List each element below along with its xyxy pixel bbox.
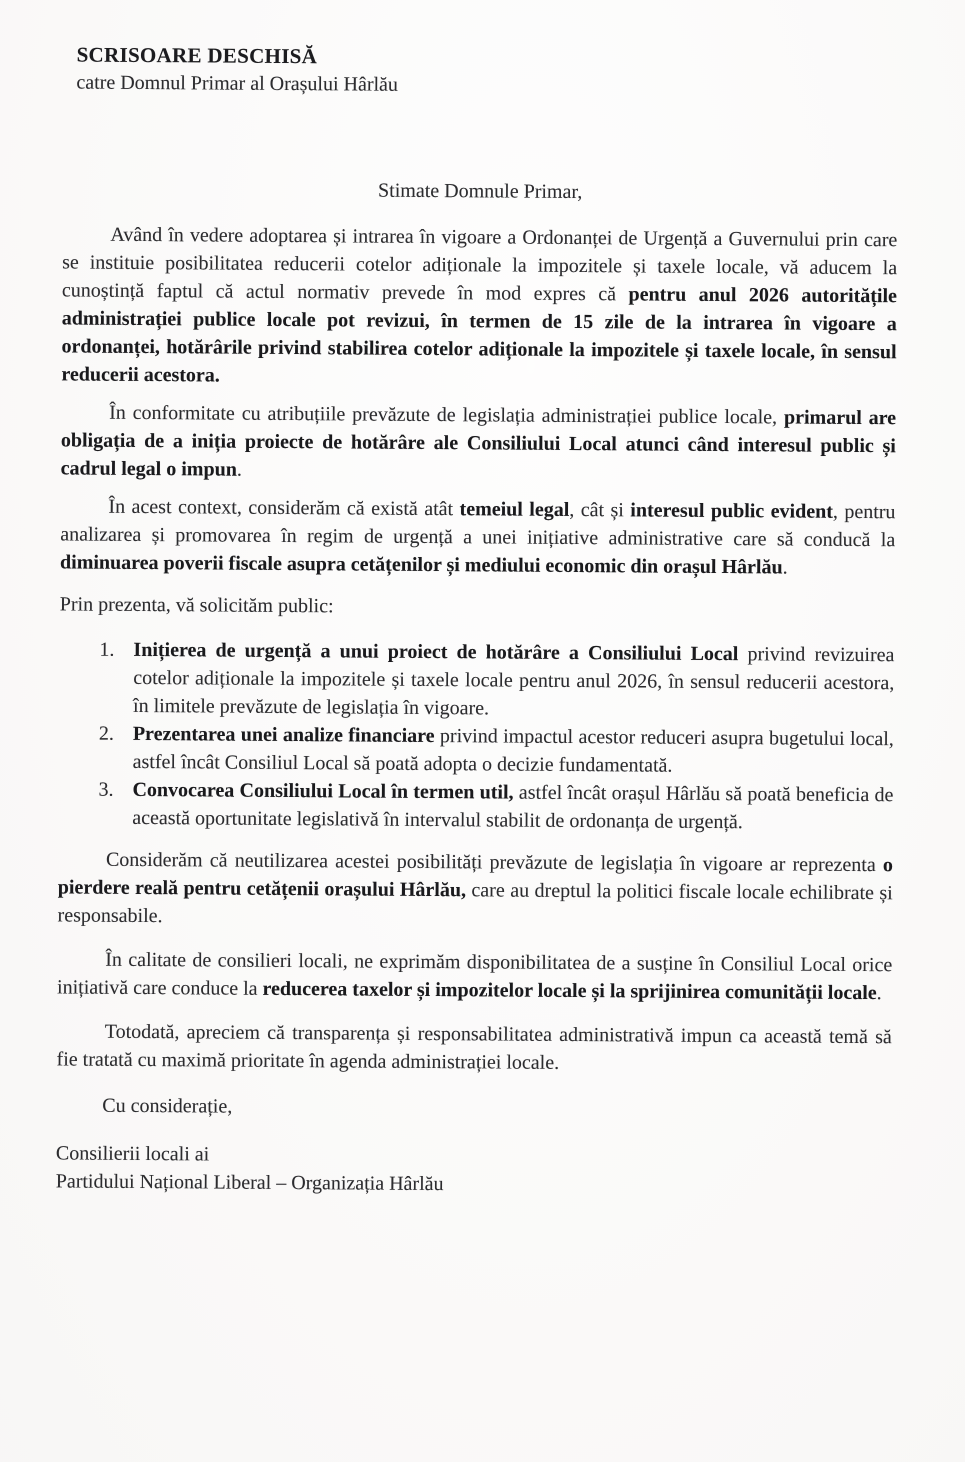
paragraph-3-text-2: , cât și xyxy=(569,498,631,522)
list-item-1 xyxy=(59,635,895,725)
paragraph-3 xyxy=(60,492,896,582)
paragraph-3-text-1: În acest context, considerăm că există atât xyxy=(108,495,460,521)
paragraph-5 xyxy=(57,945,892,1007)
request-list xyxy=(58,635,894,837)
list-item-3 xyxy=(58,775,893,837)
paragraph-5-bold: reducerea taxelor și impozitelor locale și la sprijinirea comunității locale xyxy=(262,977,877,1005)
salutation: Stimate Domnule Primar, xyxy=(378,179,583,204)
paragraph-6-text: Totodată, apreciem că transparența și responsabilitatea administrativă impun ca această temă să fie tratată cu maximă prioritate în agenda administrației locale. xyxy=(56,1020,892,1074)
paragraph-2-text: În conformitate cu atribuțiile prevăzute de legislația administrației publice locale, xyxy=(109,401,785,429)
paragraph-2 xyxy=(61,398,897,488)
paragraph-5-text-1: În calitate de consilieri locali, ne exprimăm disponibilitatea de a susține în Consiliul Local orice inițiativă care conduce la xyxy=(57,948,893,1000)
paragraph-2-end: . xyxy=(236,458,242,481)
list-item-1-number: 1. xyxy=(99,638,115,661)
paragraph-4-bold: o pierdere reală pentru cetățenii orașului Hârlău, xyxy=(57,854,894,902)
letter-title: SCRISOARE DESCHISĂ xyxy=(76,42,318,69)
paragraph-5-end: . xyxy=(876,982,882,1005)
paragraph-3-end: . xyxy=(782,556,788,579)
closing: Cu considerație, xyxy=(102,1094,233,1118)
paragraph-1-bold: pentru anul 2026 autoritățile administrației publice locale pot revizui, în termen de 15 zile de la intrarea în vigoare a ordonanței, hotărârile privind stabilirea cotelor adiționale la impozitele și taxele locale, în sensul reducerii acestora. xyxy=(61,283,898,387)
paragraph-1-text: Având în vedere adoptarea și intrarea în vigoare a Ordonanței de Urgență a Guvernului prin care se instituie posibilitatea reducerii cotelor adiționale la impozitele și taxele locale, vă aducem la cunoștință faptul că actul normativ prevede în mod expres că xyxy=(61,223,898,306)
paragraph-3-bold-2: interesul public evident xyxy=(630,499,833,523)
paragraph-4 xyxy=(58,845,894,935)
paragraph-3-bold-3: diminuarea poverii fiscale asupra cetățenilor și mediului economic din orașul Hârlău xyxy=(59,551,783,579)
paragraph-4-text-2: care au dreptul la politici fiscale locale echilibrate și responsabile. xyxy=(57,879,893,928)
list-item-2-number: 2. xyxy=(98,722,114,745)
paragraph-3-bold-1: temeiul legal xyxy=(459,498,570,521)
list-item-3-rest: astfel încât orașul Hârlău să poată beneficia de această oportunitate legislativă în intervalul stabilit de ordonanța de urgență. xyxy=(132,781,894,834)
list-item-3-bold: Convocarea Consiliului Local în termen util, xyxy=(132,778,514,804)
paragraph-1 xyxy=(61,220,897,394)
list-item-2-bold: Prezentarea unei analize financiare xyxy=(132,722,435,748)
paragraph-4-text-1: Considerăm că neutilizarea acestei posibilități prevăzute de legislația în vigoare ar reprezenta xyxy=(105,848,884,877)
list-item-2 xyxy=(59,719,894,781)
letter-header xyxy=(76,41,898,103)
list-item-1-bold: Inițierea de urgență a unui proiect de hotărâre a Consiliului Local xyxy=(133,638,739,666)
list-item-2-rest: privind impactul acestor reduceri asupra bugetului local, astfel încât Consiliul Local să poată adopta o decizie fundamentată. xyxy=(132,725,894,777)
signature-block xyxy=(56,1139,891,1201)
request-intro: Prin prezenta, vă solicităm public: xyxy=(59,593,334,618)
list-item-1-rest: privind revizuirea cotelor adiționale la impozitele și taxele locale pentru anul 2026, în sensul reducerii acestora, în limitele prevăzute de legislația în vigoare. xyxy=(132,643,895,720)
paragraph-2-bold: primarul are obligația de a iniția proiecte de hotărâre ale Consiliului Local atunci când interesul public și cadrul legal o impun xyxy=(60,406,897,481)
signature-line-2: Partidului Național Liberal – Organizația Hârlău xyxy=(55,1170,444,1196)
paragraph-6 xyxy=(57,1017,892,1079)
paragraph-3-text-3: , pentru analizarea și promovarea în regim de urgență a unei inițiative administrative care să conducă la xyxy=(60,500,896,552)
recipient-line: catre Domnul Primar al Orașului Hârlău xyxy=(76,71,399,96)
list-item-3-number: 3. xyxy=(98,778,114,801)
signature-line-1: Consilierii locali ai xyxy=(55,1142,210,1166)
